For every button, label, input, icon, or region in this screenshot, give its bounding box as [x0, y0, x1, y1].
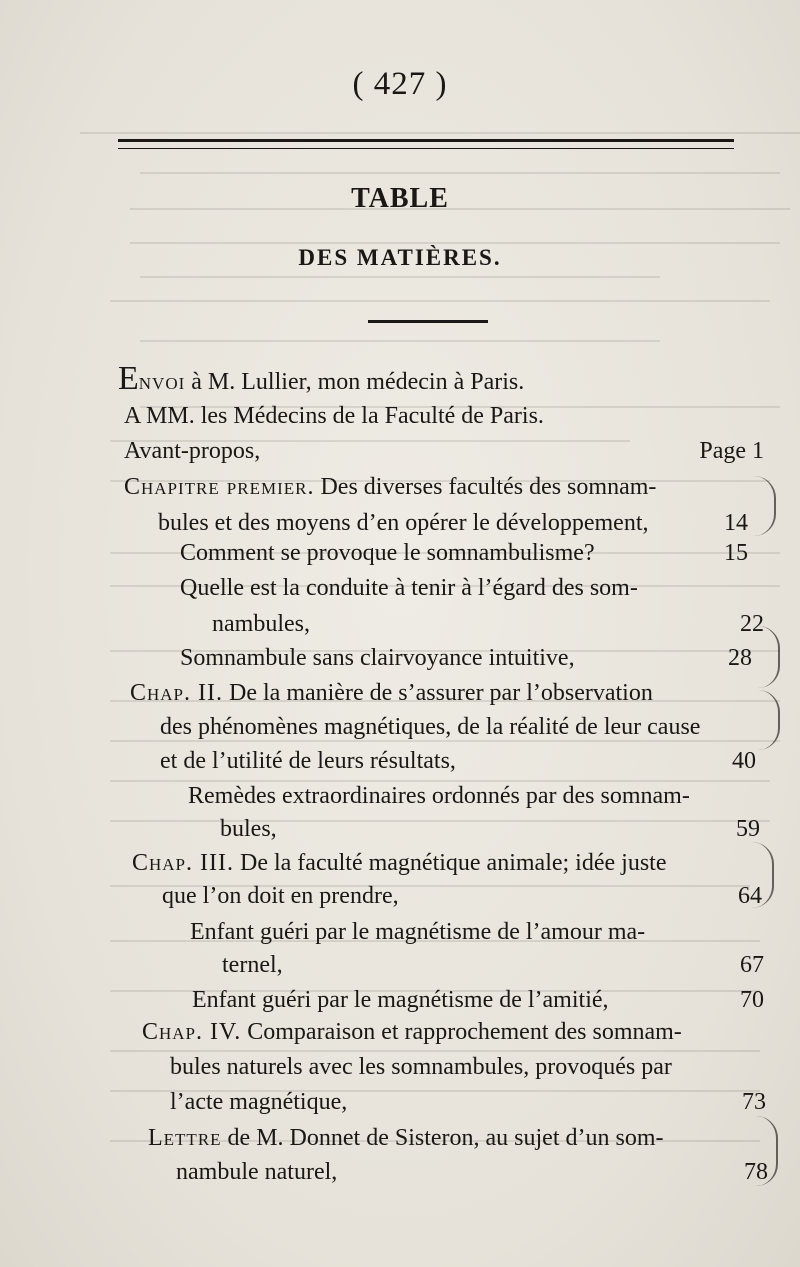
toc-page-number: 78 — [744, 1159, 768, 1185]
toc-entry-line: l’acte magnétique, — [170, 1089, 348, 1115]
entry-rest: à M. Lullier, mon médecin à Paris. — [191, 369, 525, 395]
dropcap-letter: E — [118, 360, 139, 397]
toc-page-number: 64 — [738, 883, 762, 909]
toc-entry-line: A MM. les Médecins de la Faculté de Paris. — [124, 403, 544, 429]
toc-page-number: 22 — [740, 611, 764, 637]
page-subtitle: DES MATIÈRES. — [298, 245, 502, 270]
toc-entry-line — [148, 1123, 663, 1153]
toc-entry-line: nambule naturel, — [176, 1159, 338, 1185]
toc-entry-line — [132, 848, 666, 878]
entry-rest: De la manière de s’assurer par l’observation — [229, 680, 653, 706]
toc-entry-line — [130, 678, 653, 708]
entry-rest: De la faculté magnétique animale; idée juste — [240, 850, 667, 876]
toc-page-number: 40 — [732, 748, 756, 774]
toc-entry-line: bules naturels avec les somnambules, provoqués par — [170, 1054, 672, 1080]
letter-label: Lettre — [148, 1125, 222, 1151]
toc-page-number: 14 — [724, 510, 748, 536]
toc-page-number: 73 — [742, 1089, 766, 1115]
handwritten-bracket — [752, 626, 780, 688]
toc-page-number: Page 1 — [699, 438, 764, 464]
toc-entry-line: Enfant guéri par le magnétisme de l’amitié, — [192, 987, 609, 1013]
toc-page-number: 28 — [728, 645, 752, 671]
toc-entry-line: et de l’utilité de leurs résultats, — [160, 748, 456, 774]
toc-entry-line: bules et des moyens d’en opérer le développement, — [158, 510, 649, 536]
toc-entry-line: Enfant guéri par le magnétisme de l’amour ma- — [190, 919, 646, 945]
toc-entry-line: nambules, — [212, 611, 310, 637]
toc-entry-line: Somnambule sans clairvoyance intuitive, — [180, 645, 575, 671]
entry-rest: Comparaison et rapprochement des somnam- — [247, 1019, 682, 1045]
entry-rest: Des diverses facultés des somnam- — [320, 474, 657, 500]
chapter-label: Chapitre premier. — [124, 474, 315, 500]
toc-entry-line: Quelle est la conduite à tenir à l’égard des som- — [180, 575, 638, 601]
entry-lead: nvoi — [138, 369, 186, 395]
toc-entry-line — [142, 1017, 682, 1047]
toc-entry-line: des phénomènes magnétiques, de la réalité de leur cause — [160, 714, 701, 740]
toc-entry-line — [124, 472, 656, 502]
chapter-label: Chap. II. — [130, 680, 224, 706]
toc-page-number: 67 — [740, 952, 764, 978]
toc-entry-line: bules, — [220, 816, 277, 842]
entry-rest: de M. Donnet de Sisteron, au sujet d’un som- — [227, 1125, 664, 1151]
handwritten-bracket — [750, 1116, 778, 1186]
page-title: TABLE — [351, 183, 449, 214]
toc-entry-line: Comment se provoque le somnambulisme? — [180, 540, 595, 566]
toc-page-number: 59 — [736, 816, 760, 842]
toc-page-number: 70 — [740, 987, 764, 1013]
toc-page-number: 15 — [724, 540, 748, 566]
chapter-label: Chap. IV. — [142, 1019, 242, 1045]
toc-entry-line: ternel, — [222, 952, 283, 978]
handwritten-bracket — [746, 842, 774, 908]
toc-entry-line: Remèdes extraordinaires ordonnés par des somnam- — [188, 783, 690, 809]
toc-entry-line: que l’on doit en prendre, — [162, 883, 399, 909]
toc-entry-line: Avant-propos, — [124, 438, 261, 464]
page-number-header: ( 427 ) — [352, 66, 448, 102]
chapter-label: Chap. III. — [132, 850, 234, 876]
toc-entry-line — [118, 360, 525, 397]
